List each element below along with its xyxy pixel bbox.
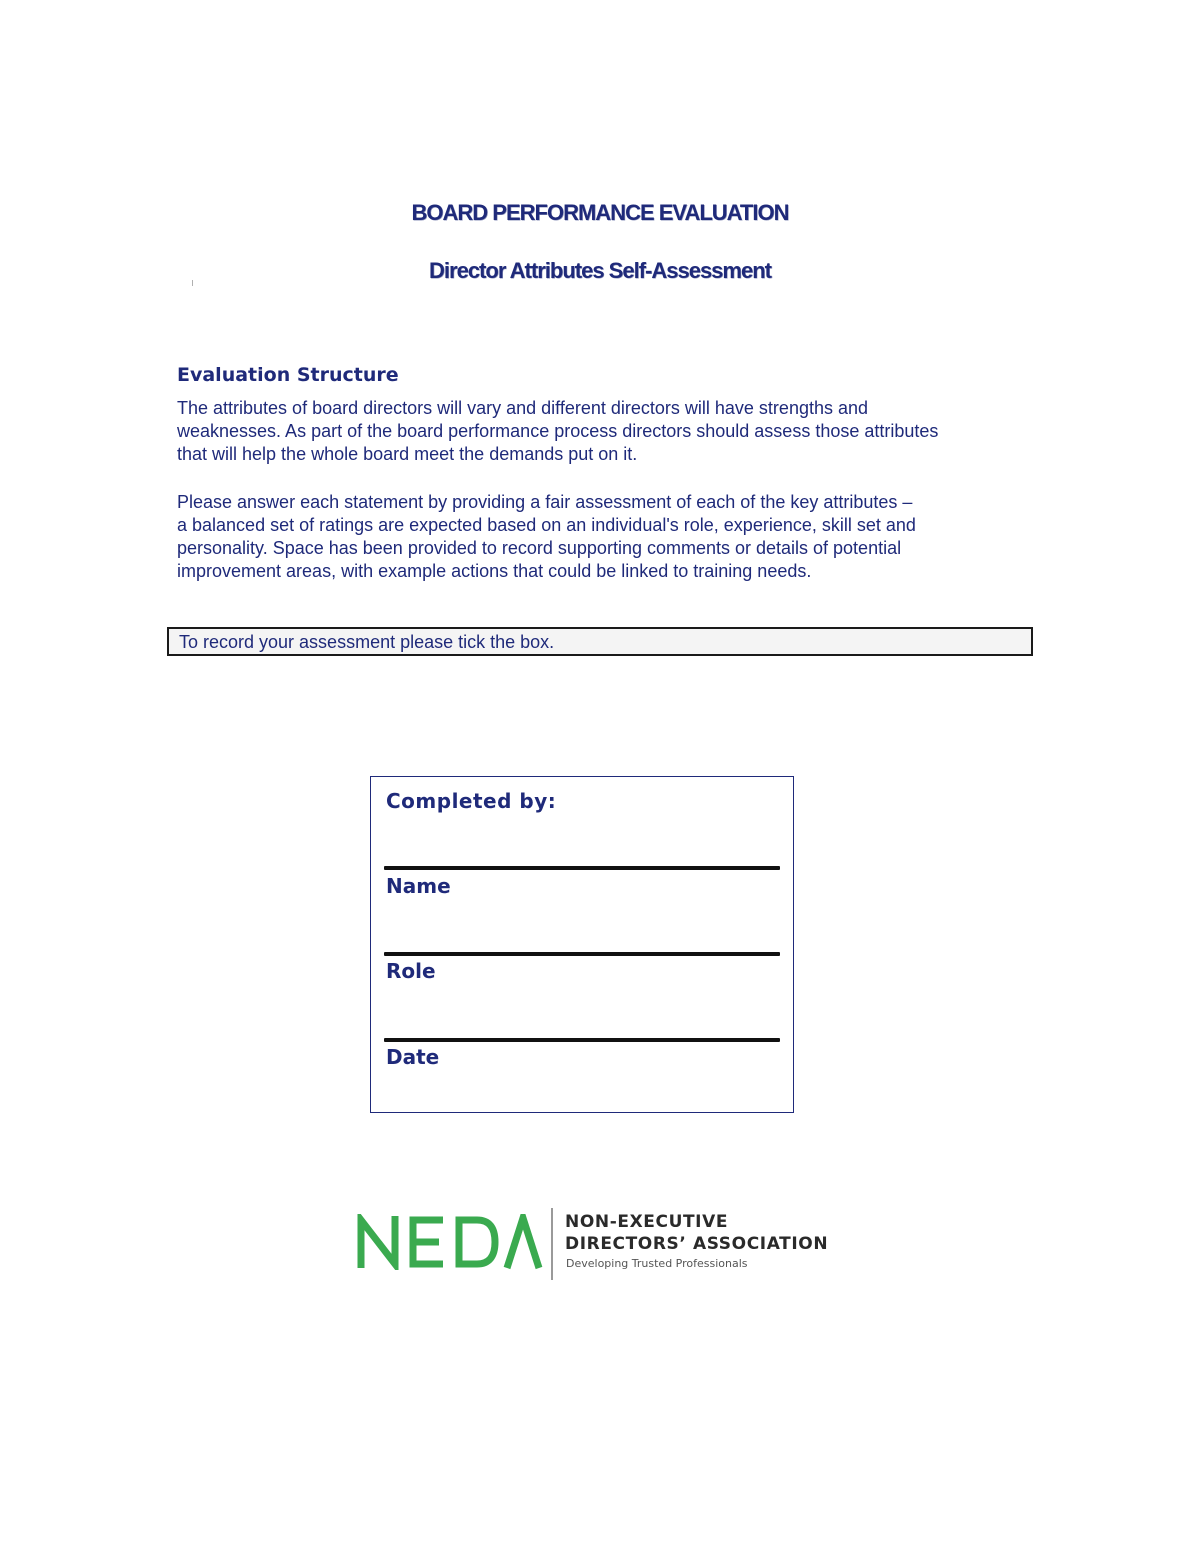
paragraph-line: a balanced set of ratings are expected based on an individual's role, experience, skill set and — [177, 515, 916, 535]
neda-wordmark-icon — [355, 1214, 545, 1270]
date-label: Date — [386, 1045, 440, 1069]
logo-divider — [551, 1208, 553, 1280]
section-heading-evaluation-structure: Evaluation Structure — [177, 364, 399, 386]
role-label: Role — [386, 959, 436, 983]
name-label: Name — [386, 874, 451, 898]
paragraph-line: that will help the whole board meet the demands put on it. — [177, 444, 638, 464]
stray-mark — [192, 280, 193, 286]
logo-tagline: Developing Trusted Professionals — [566, 1257, 748, 1270]
instructions-paragraph — [177, 491, 1037, 583]
tick-box-instruction — [167, 627, 1033, 656]
document-subtitle: Director Attributes Self-Assessment — [429, 258, 771, 283]
intro-paragraph — [177, 397, 1037, 466]
completion-form — [370, 776, 794, 1113]
neda-logo — [355, 1206, 845, 1282]
role-line[interactable] — [384, 1038, 780, 1042]
paragraph-line: personality. Space has been provided to record supporting comments or details of potential — [177, 538, 902, 558]
paragraph-line: Please answer each statement by providing a fair assessment of each of the key attributes – — [177, 492, 913, 512]
name-line[interactable] — [384, 952, 780, 956]
paragraph-line: weaknesses. As part of the board performance process directors should assess those attributes — [177, 421, 939, 441]
document-title: BOARD PERFORMANCE EVALUATION — [411, 200, 789, 225]
paragraph-line: improvement areas, with example actions that could be linked to training needs. — [177, 561, 812, 581]
paragraph-line: The attributes of board directors will vary and different directors will have strengths and — [177, 398, 869, 418]
instruction-text: To record your assessment please tick the box. — [179, 632, 555, 652]
completed-by-label: Completed by: — [386, 789, 557, 813]
signature-line[interactable] — [384, 866, 780, 870]
logo-text-line2: DIRECTORS’ ASSOCIATION — [565, 1234, 829, 1254]
logo-text-line1: NON-EXECUTIVE — [565, 1212, 729, 1232]
